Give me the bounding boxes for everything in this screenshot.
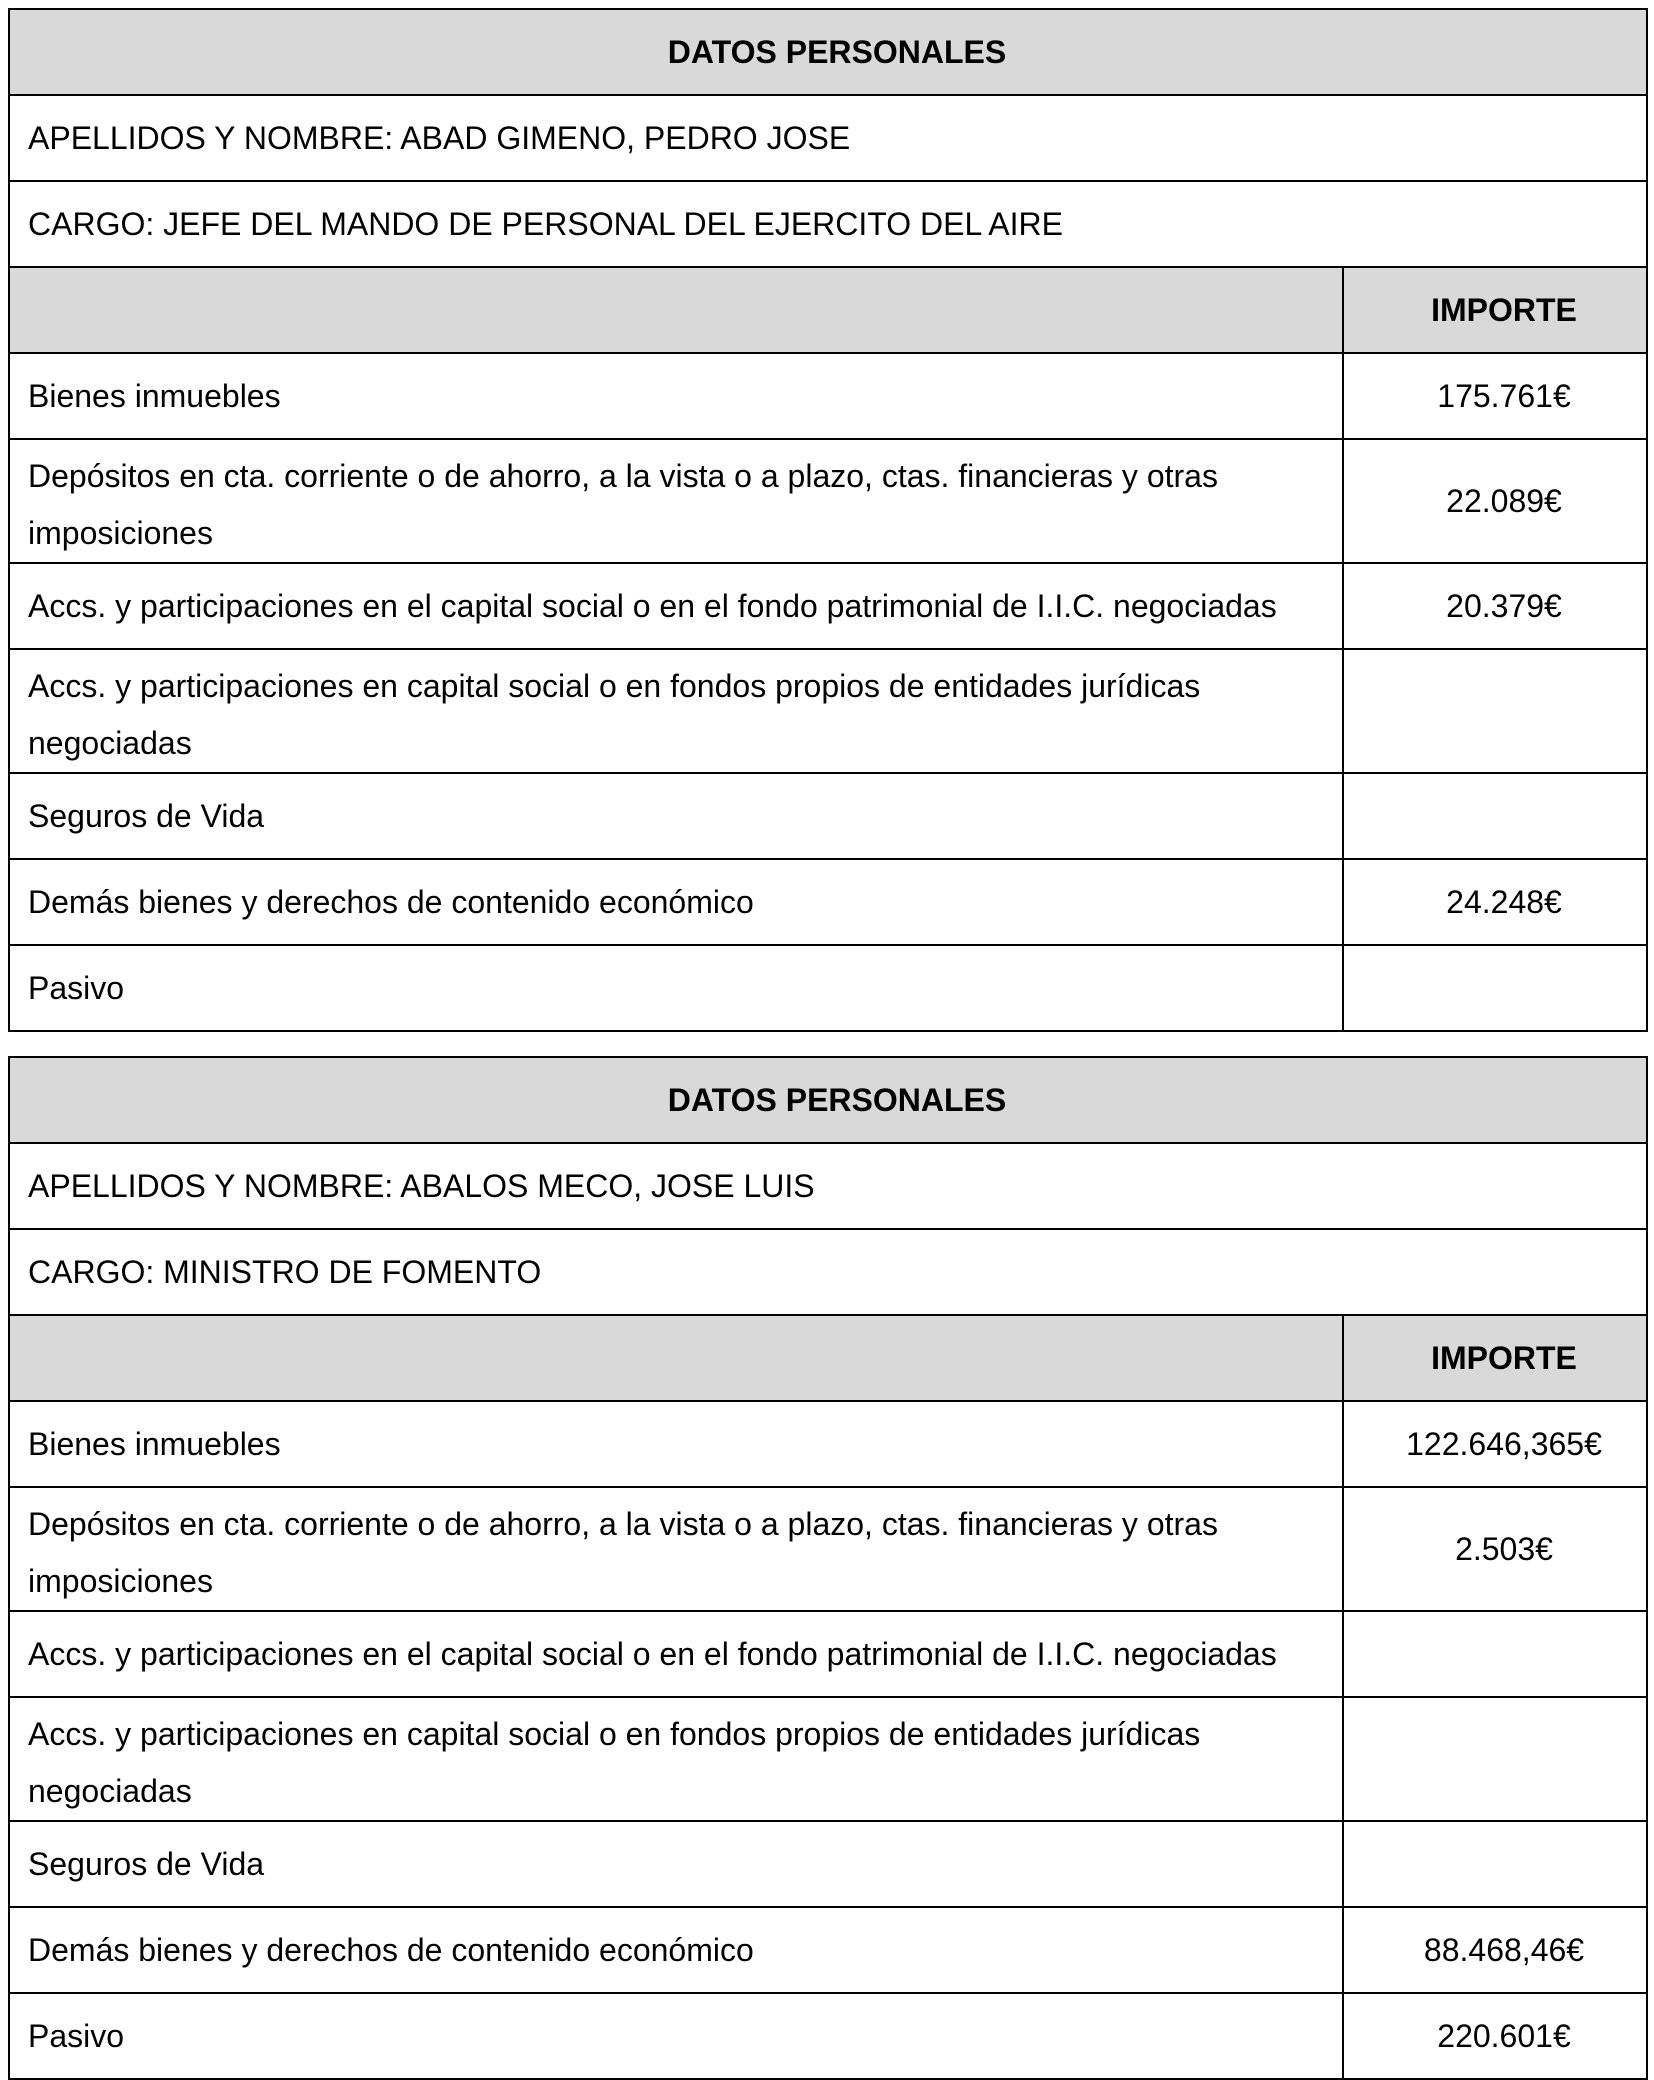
section-title: DATOS PERSONALES — [9, 1057, 1647, 1143]
table-row — [9, 945, 1647, 1031]
concept-cell: Demás bienes y derechos de contenido económico — [9, 859, 1343, 945]
concept-cell: Accs. y participaciones en el capital social o en el fondo patrimonial de I.I.C. negociadas — [9, 563, 1343, 649]
table-row — [9, 1611, 1647, 1697]
position-line: CARGO: JEFE DEL MANDO DE PERSONAL DEL EJERCITO DEL AIRE — [9, 181, 1647, 267]
table-row — [9, 1697, 1647, 1821]
table-row — [9, 773, 1647, 859]
name-line: APELLIDOS Y NOMBRE: ABAD GIMENO, PEDRO JOSE — [9, 95, 1647, 181]
table-row — [9, 1487, 1647, 1611]
concept-cell: Pasivo — [9, 1993, 1343, 2079]
amount-cell — [1343, 945, 1647, 1031]
amount-cell: 175.761€ — [1343, 353, 1647, 439]
amount-cell — [1343, 1821, 1647, 1907]
table-row — [9, 353, 1647, 439]
amount-cell: 22.089€ — [1343, 439, 1647, 563]
amount-cell: 20.379€ — [1343, 563, 1647, 649]
declaration-table — [8, 8, 1648, 1032]
declaration-record-1 — [8, 8, 1646, 1032]
concept-cell: Bienes inmuebles — [9, 1401, 1343, 1487]
amount-cell — [1343, 773, 1647, 859]
amount-cell: 88.468,46€ — [1343, 1907, 1647, 1993]
concept-cell: Bienes inmuebles — [9, 353, 1343, 439]
concept-cell: Pasivo — [9, 945, 1343, 1031]
amount-cell — [1343, 1697, 1647, 1821]
concept-cell: Depósitos en cta. corriente o de ahorro, a la vista o a plazo, ctas. financieras y otras imposiciones — [9, 1487, 1343, 1611]
concept-cell: Seguros de Vida — [9, 1821, 1343, 1907]
amount-cell: 220.601€ — [1343, 1993, 1647, 2079]
concept-cell: Depósitos en cta. corriente o de ahorro, a la vista o a plazo, ctas. financieras y otras imposiciones — [9, 439, 1343, 563]
amount-cell: 122.646,365€ — [1343, 1401, 1647, 1487]
amount-header: IMPORTE — [1343, 267, 1647, 353]
position-line: CARGO: MINISTRO DE FOMENTO — [9, 1229, 1647, 1315]
concept-cell: Accs. y participaciones en el capital social o en el fondo patrimonial de I.I.C. negociadas — [9, 1611, 1343, 1697]
concept-header-cell — [9, 267, 1343, 353]
table-row — [9, 439, 1647, 563]
concept-header-cell — [9, 1315, 1343, 1401]
table-row — [9, 1401, 1647, 1487]
amount-header: IMPORTE — [1343, 1315, 1647, 1401]
amount-cell — [1343, 649, 1647, 773]
name-line: APELLIDOS Y NOMBRE: ABALOS MECO, JOSE LUIS — [9, 1143, 1647, 1229]
section-title: DATOS PERSONALES — [9, 9, 1647, 95]
concept-cell: Accs. y participaciones en capital social o en fondos propios de entidades jurídicas negociadas — [9, 1697, 1343, 1821]
table-row — [9, 859, 1647, 945]
table-row — [9, 1993, 1647, 2079]
amount-cell — [1343, 1611, 1647, 1697]
declaration-table — [8, 1056, 1648, 2080]
amount-cell: 2.503€ — [1343, 1487, 1647, 1611]
table-row — [9, 1821, 1647, 1907]
declaration-record-2 — [8, 1056, 1646, 2080]
amount-cell: 24.248€ — [1343, 859, 1647, 945]
concept-cell: Demás bienes y derechos de contenido económico — [9, 1907, 1343, 1993]
concept-cell: Seguros de Vida — [9, 773, 1343, 859]
concept-cell: Accs. y participaciones en capital social o en fondos propios de entidades jurídicas negociadas — [9, 649, 1343, 773]
table-row — [9, 649, 1647, 773]
table-row — [9, 563, 1647, 649]
table-row — [9, 1907, 1647, 1993]
